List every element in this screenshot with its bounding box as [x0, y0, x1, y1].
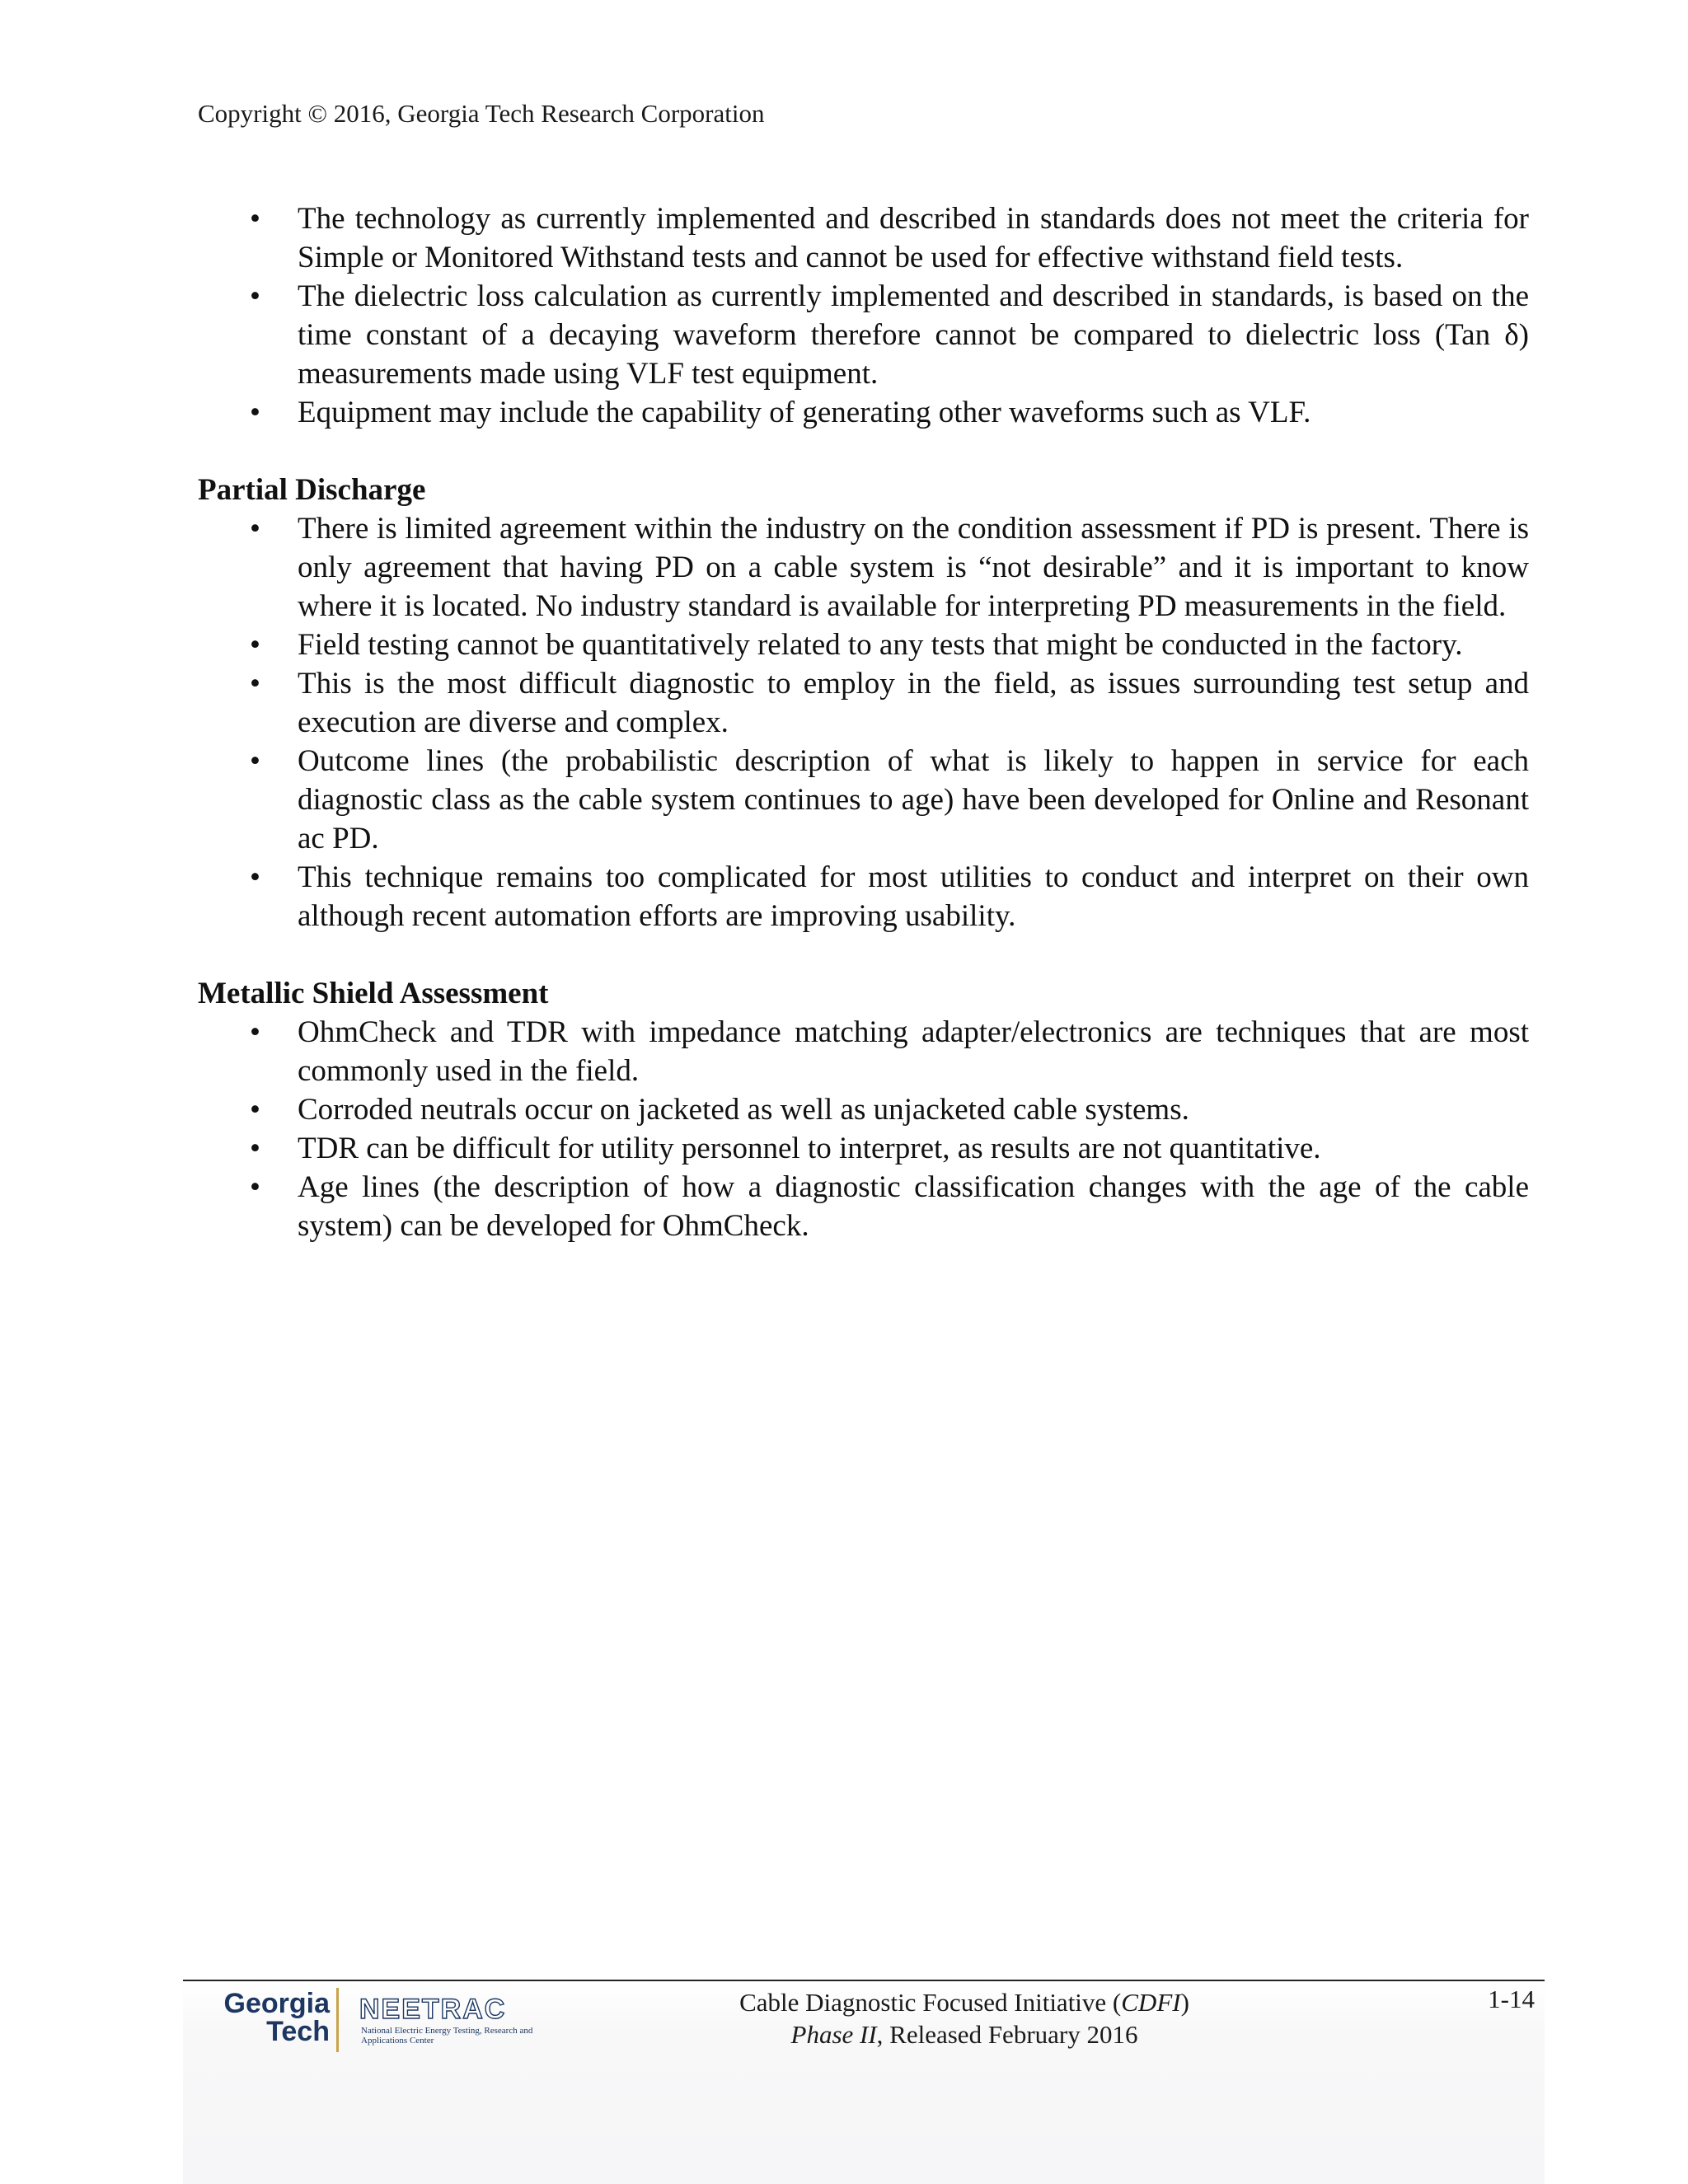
bullet-icon: •	[250, 1132, 260, 1165]
list-item	[198, 626, 1529, 664]
list-item-text: Age lines (the description of how a diagnostic classification changes with the age of the cable system) can be developed for OhmCheck.	[298, 1170, 1529, 1243]
list-item-text: Outcome lines (the probabilistic description of what is likely to happen in service for each diagnostic class as the cable system continues to age) have been developed for Online and Resonant ac PD.	[298, 744, 1529, 855]
neetrac-subtitle: National Electric Energy Testing, Research and Applications Center	[361, 2026, 533, 2046]
bullet-icon: •	[250, 628, 260, 662]
list-item-text: The technology as currently implemented and described in standards does not meet the criteria for Simple or Monitored Withstand tests and cannot be used for effective withstand field tests.	[298, 202, 1529, 274]
footer-cdfi: CDFI	[1121, 1988, 1181, 2017]
document-body	[198, 199, 1529, 1245]
bullet-icon: •	[250, 744, 260, 778]
list-item-text: TDR can be difficult for utility personnel to interpret, as results are not quantitative.	[298, 1132, 1321, 1165]
list-item-text: This technique remains too complicated for most utilities to conduct and interpret on their own although recent automation efforts are improving usability.	[298, 860, 1529, 933]
logo-divider-icon	[336, 1988, 339, 2052]
list-item	[198, 199, 1529, 277]
bullet-icon: •	[250, 1015, 260, 1049]
georgia-tech-neetrac-logo	[198, 1988, 552, 2054]
neetrac-logo: NEETRAC	[359, 1994, 507, 2025]
list-item-text: Field testing cannot be quantitatively related to any tests that might be conducted in the factory.	[298, 628, 1463, 662]
list-item	[198, 742, 1529, 858]
list-item-text: Corroded neutrals occur on jacketed as well as unjacketed cable systems.	[298, 1093, 1189, 1127]
page-number: 1-14	[1488, 1985, 1535, 2013]
bullet-icon: •	[250, 396, 260, 429]
list-item-text: There is limited agreement within the industry on the condition assessment if PD is present. There is only agreement that having PD on a cable system is “not desirable” and it is important to know where it is located. No industry standard is available for interpreting PD measurements in the field.	[298, 512, 1529, 623]
georgia-tech-logo	[198, 1990, 330, 2046]
footer-release-date: , Released February 2016	[876, 2020, 1138, 2049]
partial-discharge-bullet-list	[198, 509, 1529, 935]
list-item	[198, 277, 1529, 393]
list-item-text: OhmCheck and TDR with impedance matching adapter/electronics are techniques that are most commonly used in the field.	[298, 1015, 1529, 1088]
list-item	[198, 393, 1529, 432]
footer-title	[626, 1986, 1302, 2050]
bullet-icon: •	[250, 512, 260, 546]
footer-line-1-suffix: )	[1180, 1988, 1189, 2017]
metallic-shield-bullet-list	[198, 1013, 1529, 1245]
list-item-text: The dielectric loss calculation as currently implemented and described in standards, is based on the time constant of a decaying waveform therefore cannot be compared to dielectric loss (Tan δ) measurements made using VLF test equipment.	[298, 279, 1529, 391]
bullet-icon: •	[250, 279, 260, 313]
footer-divider	[183, 1980, 1545, 1981]
bullet-icon: •	[250, 1093, 260, 1127]
footer-phase: Phase II	[790, 2020, 877, 2049]
list-item	[198, 1168, 1529, 1245]
copyright-header: Copyright © 2016, Georgia Tech Research Corporation	[198, 99, 765, 128]
logo-text-tech: Tech	[266, 2016, 330, 2047]
list-item	[198, 1129, 1529, 1168]
logo-text-georgia: Georgia	[223, 1988, 330, 2019]
list-item	[198, 509, 1529, 626]
bullet-icon: •	[250, 1170, 260, 1204]
bullet-icon: •	[250, 202, 260, 236]
footer-line-1	[626, 1986, 1302, 2018]
list-item-text: Equipment may include the capability of generating other waveforms such as VLF.	[298, 396, 1311, 429]
footer-line-1-prefix: Cable Diagnostic Focused Initiative (	[739, 1988, 1122, 2017]
list-item	[198, 664, 1529, 742]
section-title-metallic-shield: Metallic Shield Assessment	[198, 977, 549, 1010]
list-item	[198, 858, 1529, 935]
bullet-icon: •	[250, 667, 260, 701]
intro-bullet-list	[198, 199, 1529, 432]
list-item-text: This is the most difficult diagnostic to employ in the field, as issues surrounding test setup and execution are diverse and complex.	[298, 667, 1529, 739]
list-item	[198, 1013, 1529, 1090]
section-title-partial-discharge: Partial Discharge	[198, 473, 426, 507]
bullet-icon: •	[250, 860, 260, 894]
list-item	[198, 1090, 1529, 1129]
footer-line-2	[626, 2018, 1302, 2050]
